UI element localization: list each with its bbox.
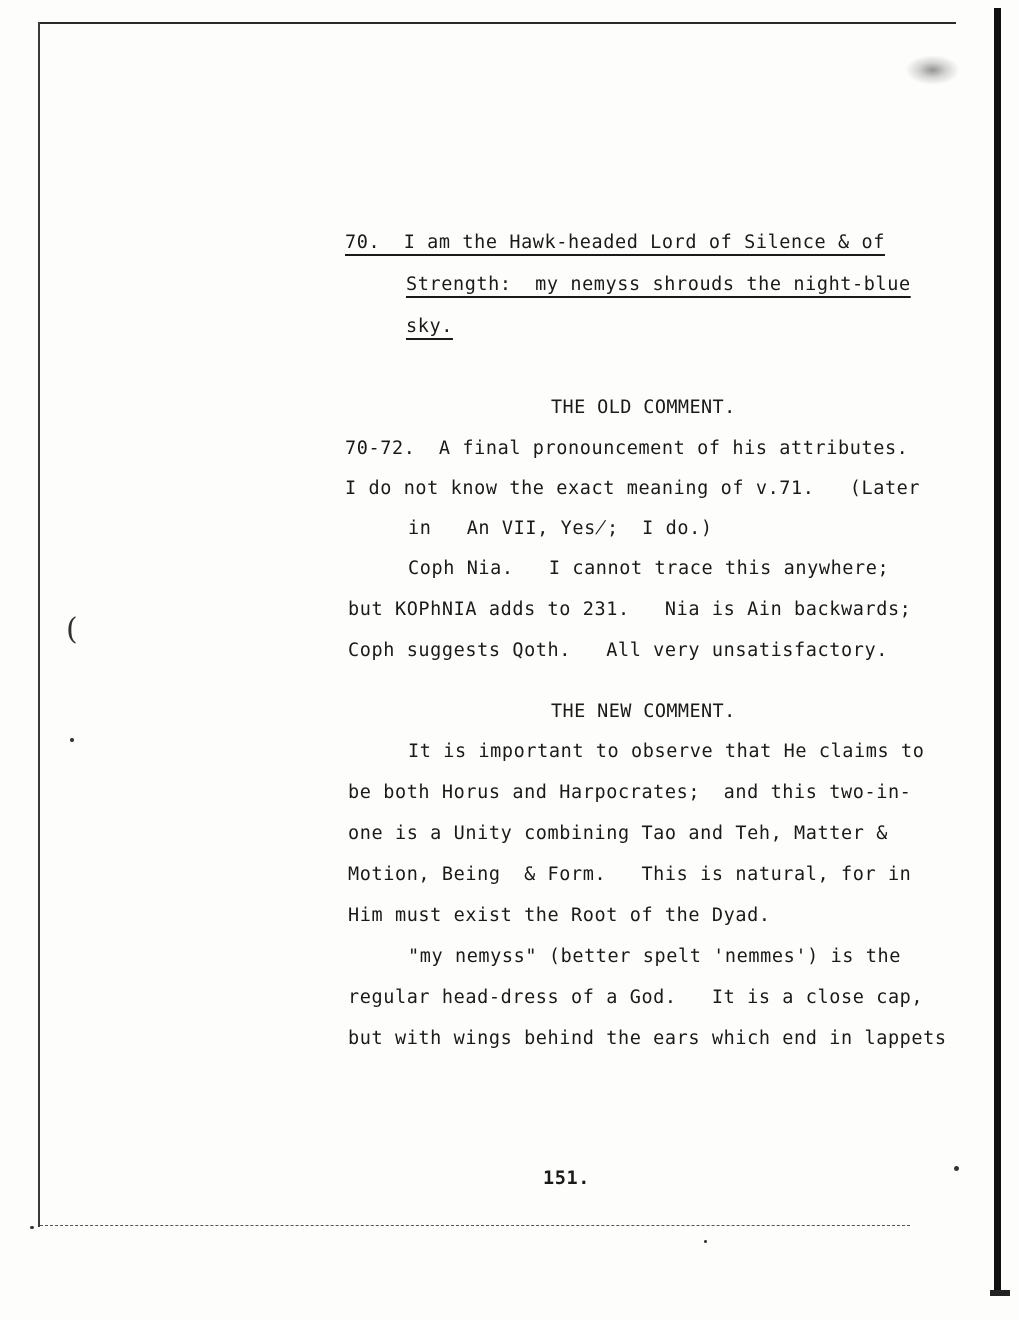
page-border-left: [38, 22, 40, 1227]
page-number: 151.: [543, 1168, 590, 1189]
old-comment-line: but KOPhNIA adds to 231. Nia is Ain backwards;: [348, 599, 912, 620]
old-comment-line: Coph Nia. I cannot trace this anywhere;: [408, 558, 890, 579]
scan-speck: [30, 1226, 34, 1229]
scan-speck: [70, 738, 74, 742]
new-comment-heading: THE NEW COMMENT.: [551, 701, 736, 722]
scan-speck: [954, 1166, 959, 1171]
old-comment-heading: THE OLD COMMENT.: [551, 397, 736, 418]
new-comment-line: Motion, Being & Form. This is natural, for in: [348, 864, 912, 885]
verse-line-2: Strength: my nemyss shrouds the night-blue: [406, 274, 911, 295]
new-comment-line: "my nemyss" (better spelt 'nemmes') is the: [408, 946, 901, 967]
new-comment-line: one is a Unity combining Tao and Teh, Matter &: [348, 823, 888, 844]
page-border-right: [994, 8, 1001, 1293]
scan-mark: [990, 1290, 1010, 1296]
scan-speck: [704, 1240, 707, 1243]
page-border-bottom: [40, 1225, 910, 1226]
ink-smudge: [905, 55, 960, 85]
page-border-top: [38, 22, 956, 24]
verse-line-1: 70. I am the Hawk-headed Lord of Silence & of: [345, 232, 885, 253]
new-comment-line: It is important to observe that He claims to: [408, 741, 925, 762]
old-comment-line: 70-72. A final pronouncement of his attributes.: [345, 438, 909, 459]
old-comment-line: Coph suggests Qoth. All very unsatisfactory.: [348, 640, 888, 661]
old-comment-line: in An VII, Yes̸; I do.): [408, 518, 713, 539]
new-comment-line: but with wings behind the ears which end in lappets: [348, 1028, 947, 1049]
new-comment-line: regular head-dress of a God. It is a close cap,: [348, 987, 924, 1008]
old-comment-line: I do not know the exact meaning of v.71. (Later: [345, 478, 921, 499]
new-comment-line: Him must exist the Root of the Dyad.: [348, 905, 771, 926]
verse-line-3: sky.: [406, 316, 453, 337]
margin-mark: (: [66, 612, 78, 647]
new-comment-line: be both Horus and Harpocrates; and this two-in-: [348, 782, 912, 803]
